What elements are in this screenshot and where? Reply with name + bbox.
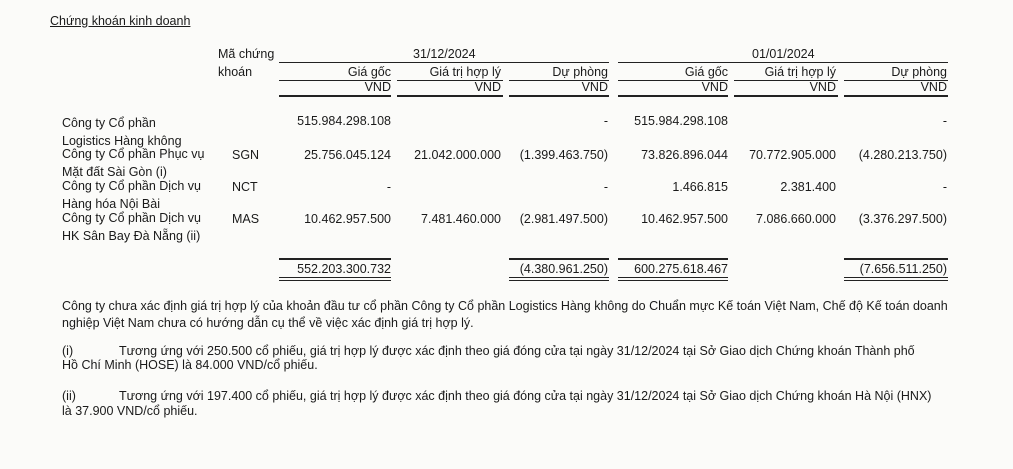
total-provision-2023: (7.656.511.250) — [859, 262, 947, 276]
total-cost-2023: 600.275.618.467 — [634, 262, 728, 276]
unit-4: VND — [701, 80, 728, 94]
unit-2: VND — [474, 80, 501, 94]
footnote-text-line1: Tương ứng với 250.500 cổ phiếu, giá trị hợp lý được xác định theo giá đóng cửa tại ngày 31/12/2024 tại Sở Giao dịch Chứng khoán Thành phố — [119, 344, 915, 358]
cost-2023: 10.462.957.500 — [641, 212, 728, 226]
cost-2024: 515.984.298.108 — [297, 114, 391, 128]
unit-5: VND — [809, 80, 836, 94]
footnote-text-line2: là 37.900 VND/cổ phiếu. — [62, 404, 198, 418]
col-prov-2: Dự phòng — [891, 65, 947, 79]
fair-2024: 7.481.460.000 — [421, 212, 501, 226]
provision-2023: - — [942, 114, 947, 128]
col-cost-2: Giá gốc — [684, 65, 728, 79]
code-header-line2: khoán — [218, 65, 253, 79]
unit-1: VND — [364, 80, 391, 94]
explanation-paragraph: Công ty chưa xác định giá trị hợp lý của khoản đầu tư cổ phần Công ty Cổ phần Logistics Hàng không do Chuẩn mực Kế toán Việt Nam, Chế độ Kế toán doanh nghiệp Việt Nam chưa có hướng dẫn cụ thể về việc xác định giá trị hợp lý. — [62, 299, 948, 330]
col-prov-1: Dự phòng — [552, 65, 608, 79]
company-name: Công ty Cổ phần Phục vụ Mặt đất Sài Gòn (i) — [62, 147, 205, 179]
cost-2023: 73.826.896.044 — [641, 148, 728, 162]
provision-2023: (3.376.297.500) — [858, 212, 947, 226]
fair-2023: 70.772.905.000 — [749, 148, 836, 162]
provision-2023: (4.280.213.750) — [858, 148, 947, 162]
footnote-text-line2: Hồ Chí Minh (HOSE) là 84.000 VND/cổ phiếu. — [62, 358, 318, 372]
footnote-marker: (ii) — [62, 389, 76, 403]
company-name: Công ty Cổ phần Dịch vụ Hàng hóa Nội Bài — [62, 179, 201, 211]
provision-2024: (1.399.463.750) — [519, 148, 608, 162]
provision-2024: - — [603, 114, 608, 128]
stock-code: MAS — [232, 212, 260, 226]
provision-2024: - — [603, 180, 608, 194]
cost-2024: - — [386, 180, 391, 194]
fair-2023: 7.086.660.000 — [756, 212, 836, 226]
col-fair-1: Giá trị hợp lý — [429, 65, 501, 79]
col-fair-2: Giá trị hợp lý — [764, 65, 836, 79]
cost-2023: 515.984.298.108 — [634, 114, 728, 128]
footnote-text-line1: Tương ứng với 197.400 cổ phiếu, giá trị hợp lý được xác định theo giá đóng cửa tại ngày 31/12/2024 tại Sở Giao dịch Chứng khoán Hà Nội (HNX) — [119, 389, 932, 403]
unit-6: VND — [920, 80, 947, 94]
fair-2023: 2.381.400 — [780, 180, 836, 194]
cost-2023: 1.466.815 — [672, 180, 728, 194]
section-title: Chứng khoán kinh doanh — [50, 14, 191, 28]
fair-2024: 21.042.000.000 — [414, 148, 501, 162]
period1-rule — [279, 62, 609, 63]
stock-code: NCT — [232, 180, 258, 194]
company-name: Công ty Cổ phần Logistics Hàng không — [62, 116, 182, 148]
period2-header: 01/01/2024 — [752, 47, 815, 61]
unit-3: VND — [581, 80, 608, 94]
cost-2024: 10.462.957.500 — [304, 212, 391, 226]
total-provision-2024: (4.380.961.250) — [519, 262, 608, 276]
cost-2024: 25.756.045.124 — [304, 148, 391, 162]
code-header-line1: Mã chứng — [218, 47, 275, 61]
col-cost-1: Giá gốc — [347, 65, 391, 79]
stock-code: SGN — [232, 148, 260, 162]
provision-2023: - — [942, 180, 947, 194]
provision-2024: (2.981.497.500) — [519, 212, 608, 226]
footnote-marker: (i) — [62, 344, 74, 358]
period2-rule — [618, 62, 948, 63]
period1-header: 31/12/2024 — [413, 47, 476, 61]
total-cost-2024: 552.203.300.732 — [297, 262, 391, 276]
company-name: Công ty Cổ phần Dịch vụ HK Sân Bay Đà Nẵng (ii) — [62, 211, 201, 243]
